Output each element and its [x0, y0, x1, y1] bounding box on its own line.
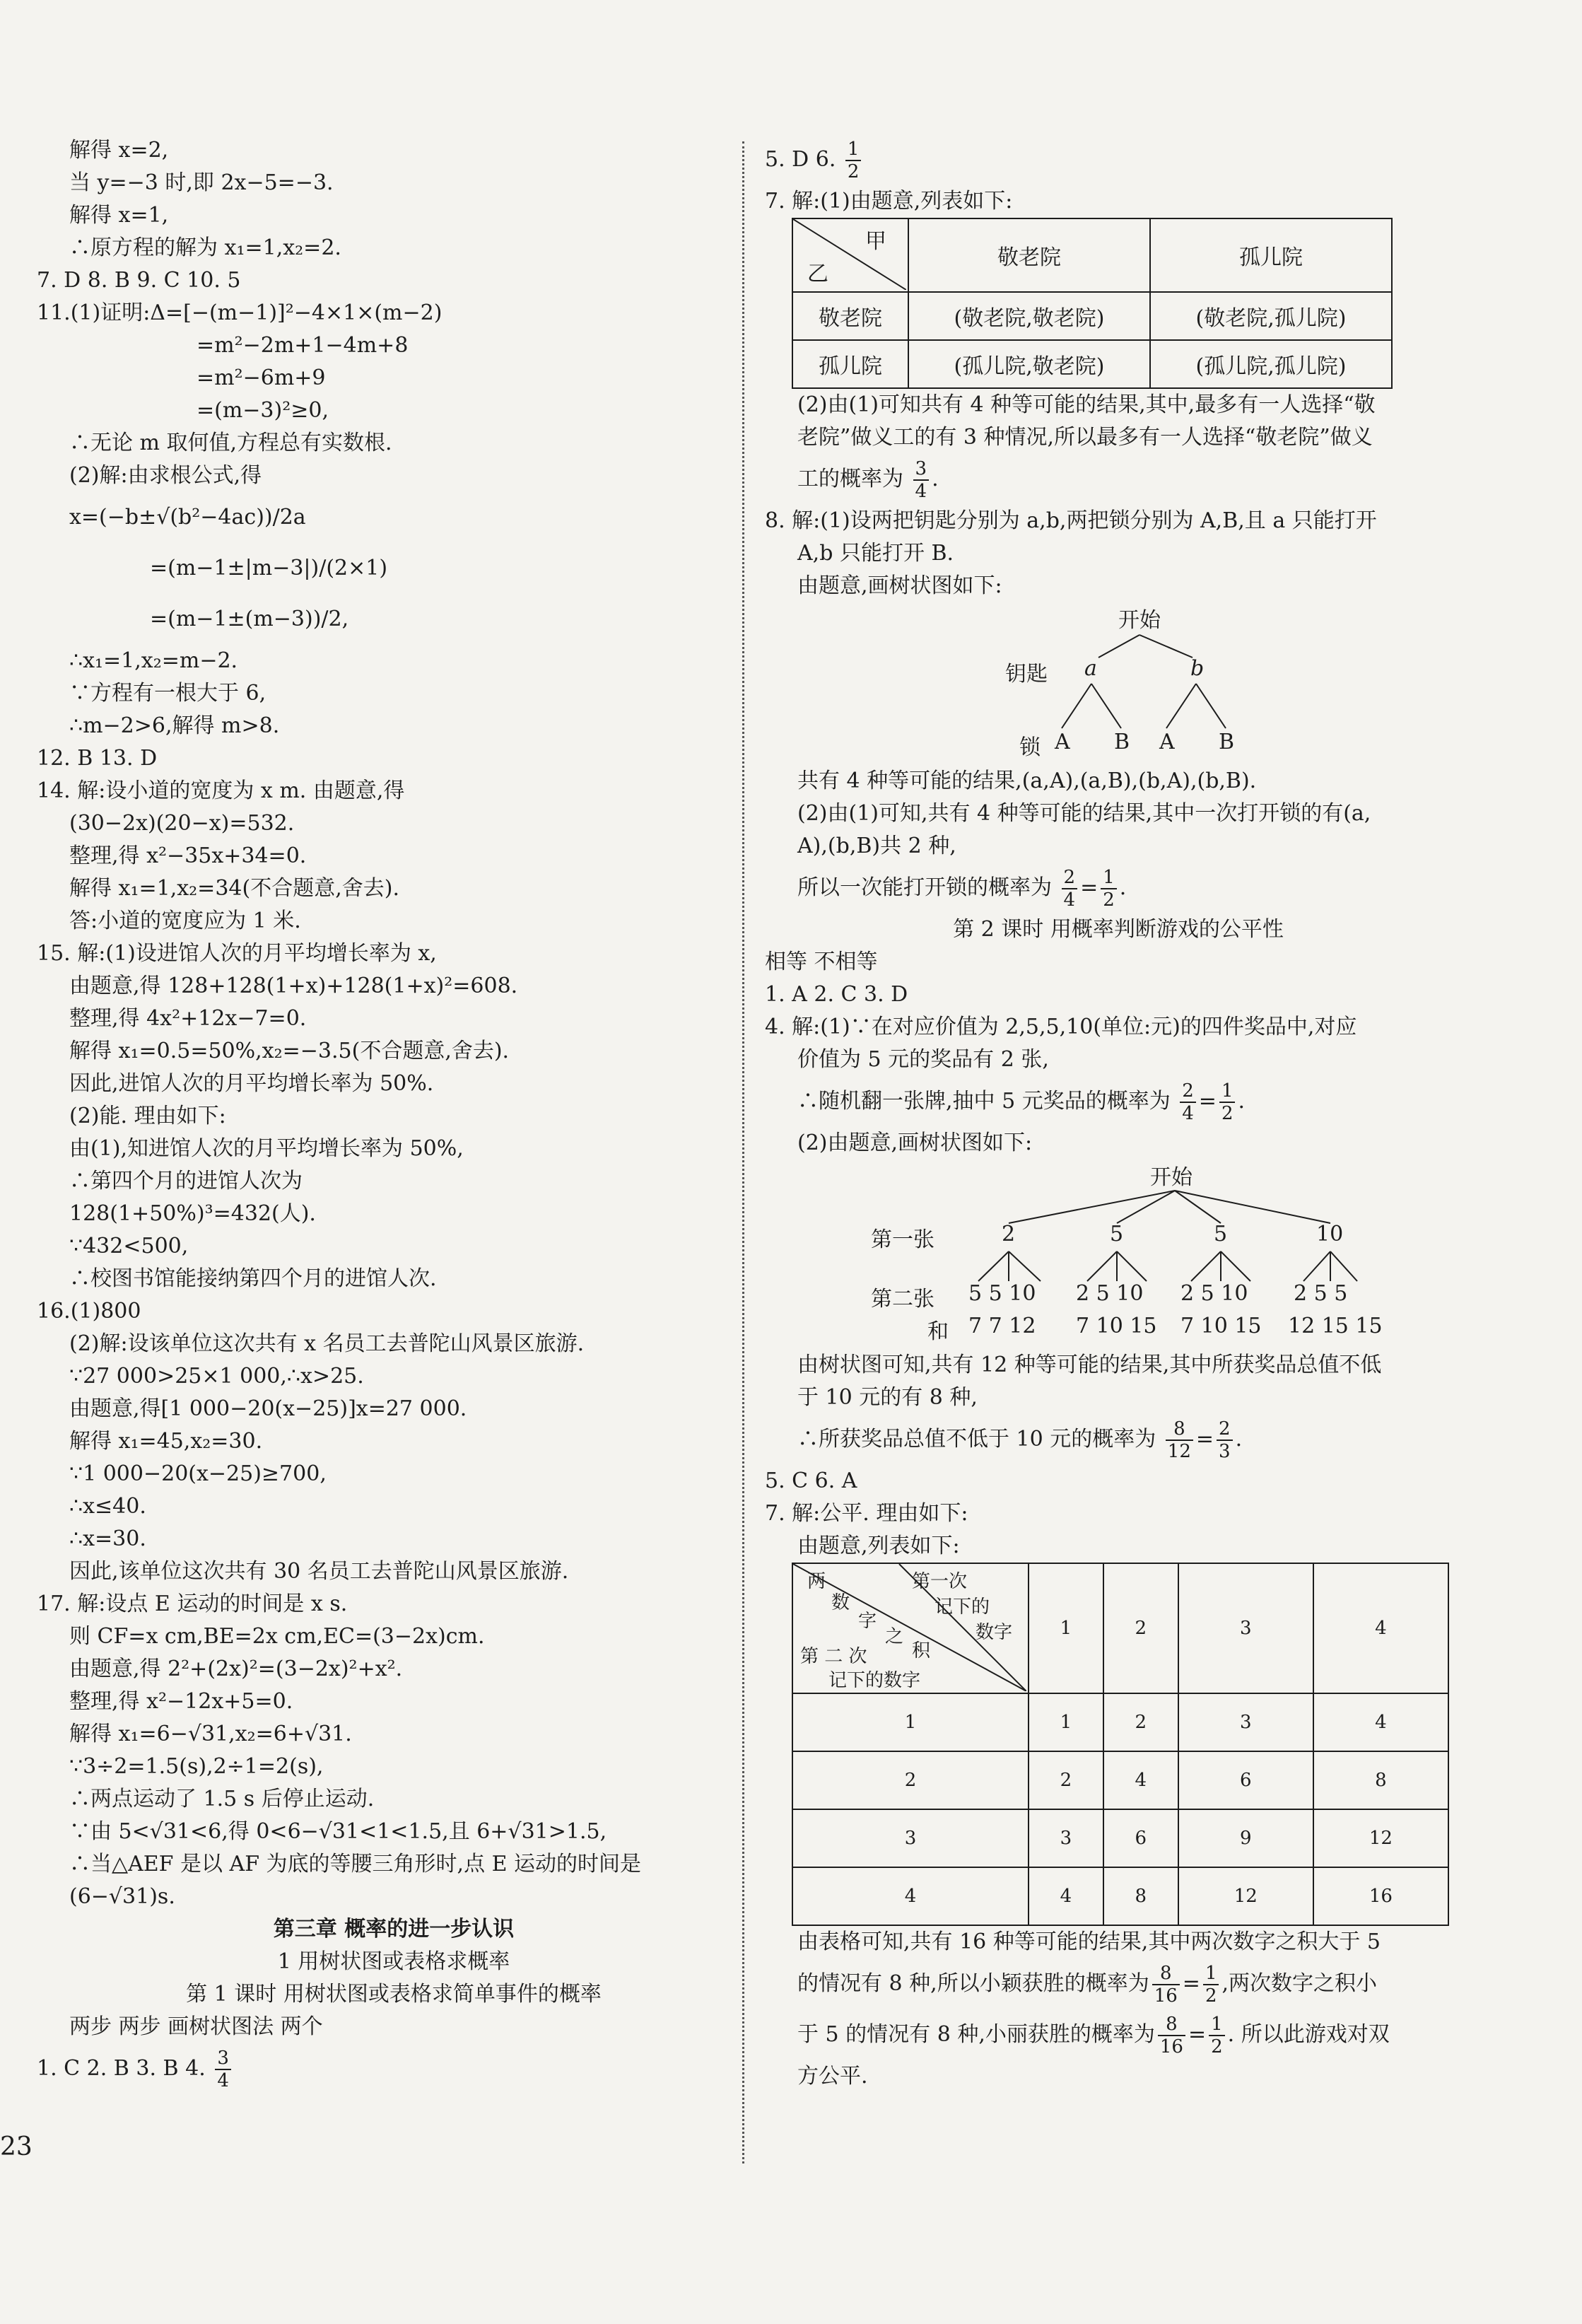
column-header: 敬老院 — [908, 218, 1150, 292]
page-number: 23 — [0, 2132, 33, 2161]
tree-level-label: 锁 — [1019, 735, 1041, 760]
text-line: (2)由(1)可知,共有 4 种等可能的结果,其中一次打开锁的有(a, — [797, 801, 1371, 826]
text-segment: 所以一次能打开锁的概率为 — [797, 875, 1052, 900]
denominator: 4 — [1063, 889, 1076, 911]
column-header: 孤儿院 — [1150, 218, 1392, 292]
text-line: 由题意,得 128+128(1+x)+128(1+x)²=608. — [69, 974, 518, 998]
text-line: 8. 解:(1)设两把钥匙分别为 a,b,两把锁分别为 A,B,且 a 只能打开 — [765, 508, 1377, 533]
text-line: ∴随机翻一张牌,抽中 5 元奖品的概率为 $\frac{2}{4}$ = $\frac{1}{2}$ . — [797, 1080, 1246, 1124]
answers-text: 1. C 2. B 3. B 4. — [37, 2056, 206, 2081]
table-cell: 2 — [1103, 1693, 1178, 1751]
tree-node-group: 5 5 10 — [968, 1281, 1036, 1306]
text-line: 由题意,得[1 000−20(x−25)]x=27 000. — [69, 1396, 467, 1421]
corner-label: 之 — [885, 1626, 904, 1647]
fraction — [1152, 1963, 1180, 2007]
text-line: 7. D 8. B 9. C 10. 5 — [37, 268, 241, 293]
corner-label: 第 二 次 — [800, 1646, 867, 1667]
text-line: 于 5 的情况有 8 种,小丽获胜的概率为 $\frac{8}{16}$ = $\frac{1}{2}$ . 所以此游戏对双 — [797, 2014, 1390, 2057]
numerator: 1 — [1219, 1080, 1236, 1103]
answers-line — [37, 2043, 751, 2094]
text-line: 128(1+50%)³=432(人). — [69, 1201, 316, 1226]
text-line: 解得 x=1, — [69, 203, 169, 228]
text-line: 由表格可知,共有 16 种等可能的结果,其中两次数字之积大于 5 — [797, 1929, 1381, 1954]
table-cell: 9 — [1178, 1809, 1313, 1867]
text-line: 由题意,列表如下: — [797, 1534, 960, 1558]
denominator: 4 — [915, 481, 927, 502]
numerator: 1 — [1209, 2014, 1225, 2036]
text-line: =(m−3)²≥0, — [197, 398, 329, 423]
tree-node-group: 2 5 5 — [1294, 1281, 1348, 1306]
corner-label: 记下的 — [934, 1596, 990, 1618]
text-line: (2)解:设该单位这次共有 x 名员工去普陀山风景区旅游. — [69, 1331, 585, 1356]
denominator: 2 — [1221, 1103, 1234, 1124]
corner-label: 第一次 — [912, 1571, 968, 1592]
text-line: ∴无论 m 取何值,方程总有实数根. — [69, 431, 392, 455]
text-line: 解得 x₁=0.5=50%,x₂=−3.5(不合题意,舍去). — [69, 1039, 510, 1063]
text-line: =m²−6m+9 — [197, 366, 326, 390]
table-cell: 16 — [1313, 1867, 1448, 1925]
numerator: 1 — [1101, 867, 1117, 889]
section-title: 1 用树状图或表格求概率 — [277, 1949, 510, 1974]
text-line: (2)解:由求根公式,得 — [69, 463, 262, 488]
numerator: 3 — [215, 2048, 231, 2070]
table-cell: 3 — [1029, 1809, 1103, 1867]
tree-level-label: 第一张 — [871, 1227, 934, 1252]
text-line: ∴校图书馆能接纳第四个月的进馆人次. — [69, 1266, 437, 1291]
row-header: 1 — [792, 1693, 1029, 1751]
text-segment: ∴随机翻一张牌,抽中 5 元奖品的概率为 — [797, 1089, 1171, 1114]
text-line: ∵由 5<√31<6,得 0<6−√31<1<1.5,且 6+√31>1.5, — [69, 1819, 607, 1844]
table-cell: 8 — [1313, 1751, 1448, 1809]
text-line: 15. 解:(1)设进馆人次的月平均增长率为 x, — [37, 941, 437, 966]
denominator: 4 — [1182, 1103, 1194, 1124]
text-line: 当 y=−3 时,即 2x−5=−3. — [69, 170, 334, 195]
text-line: 方公平. — [797, 2064, 868, 2089]
text-segment: ∴所获奖品总值不低于 10 元的概率为 — [797, 1427, 1156, 1452]
text-line: 4. 解:(1)∵在对应价值为 2,5,5,10(单位:元)的四件奖品中,对应 — [765, 1015, 1357, 1039]
text-line: 所以一次能打开锁的概率为 $\frac{2}{4}$ = $\frac{1}{2}$ . — [797, 867, 1127, 911]
text-line: ∴第四个月的进馆人次为 — [69, 1169, 303, 1193]
table-cell: 8 — [1103, 1867, 1178, 1925]
fraction — [1158, 2014, 1185, 2057]
numerator: 2 — [1180, 1080, 1196, 1103]
fraction — [215, 2048, 231, 2091]
text-line: ∵方程有一根大于 6, — [69, 681, 266, 706]
tree-node: 5 — [1110, 1222, 1124, 1246]
row-header: 敬老院 — [792, 292, 908, 340]
column-header: 4 — [1313, 1563, 1448, 1693]
row-header: 3 — [792, 1809, 1029, 1867]
table-cell: 12 — [1178, 1867, 1313, 1925]
denominator: 16 — [1154, 1985, 1178, 2007]
tree-node: a — [1084, 656, 1097, 681]
denominator: 2 — [847, 161, 860, 182]
table-cell: 6 — [1103, 1809, 1178, 1867]
text-segment: 工的概率为 — [797, 467, 903, 491]
period: . — [1119, 875, 1127, 900]
denominator: 2 — [1211, 2036, 1223, 2057]
denominator: 4 — [217, 2070, 229, 2091]
corner-label: 字 — [858, 1611, 877, 1632]
fraction — [1217, 1418, 1233, 1462]
table-cell: 12 — [1313, 1809, 1448, 1867]
table-cell: (孤儿院,敬老院) — [908, 340, 1150, 388]
text-line: 解得 x₁=1,x₂=34(不合题意,舍去). — [69, 876, 399, 901]
text-line: 整理,得 4x²+12x−7=0. — [69, 1006, 307, 1031]
period: . — [932, 467, 939, 491]
numerator: 3 — [913, 458, 930, 481]
text-line: 由(1),知进馆人次的月平均增长率为 50%, — [69, 1136, 464, 1161]
text-line: (2)由(1)可知共有 4 种等可能的结果,其中,最多有一人选择“敬 — [797, 392, 1376, 417]
tree-sum-group: 7 10 15 — [1180, 1314, 1262, 1338]
fraction — [1209, 2014, 1225, 2057]
text-line: 17. 解:设点 E 运动的时间是 x s. — [37, 1592, 348, 1616]
text-line: (30−2x)(20−x)=532. — [69, 811, 295, 836]
table-cell: 2 — [1029, 1751, 1103, 1809]
text-line: ∴x=30. — [69, 1526, 146, 1551]
answers-line — [765, 134, 1472, 185]
tree-node: 2 — [1002, 1222, 1016, 1246]
table-cell: 6 — [1178, 1751, 1313, 1809]
denominator: 2 — [1205, 1985, 1217, 2007]
row-header: 2 — [792, 1751, 1029, 1809]
denominator: 12 — [1167, 1441, 1191, 1462]
denominator: 16 — [1159, 2036, 1183, 2057]
tree-node-group: 2 5 10 — [1076, 1281, 1144, 1306]
text-line: ∴所获奖品总值不低于 10 元的概率为 $\frac{8}{12}$ = $\frac{2}{3}$ . — [797, 1418, 1243, 1462]
answers-text: 5. D 6. — [765, 147, 836, 172]
tree-sum-group: 7 7 12 — [968, 1314, 1036, 1338]
tree-start: 开始 — [1118, 608, 1161, 633]
table-cell: 3 — [1178, 1693, 1313, 1751]
numerator: 8 — [1166, 1418, 1193, 1441]
text-segment: ,两次数字之积小 — [1221, 1971, 1378, 1996]
text-line: A,b 只能打开 B. — [797, 541, 954, 566]
volunteer-table — [792, 218, 1393, 389]
text-segment: 的情况有 8 种,所以小颖获胜的概率为 — [797, 1971, 1149, 1996]
text-line: 7. 解:(1)由题意,列表如下: — [765, 189, 1013, 214]
numerator: 2 — [1062, 867, 1078, 889]
fraction — [913, 458, 930, 502]
denominator: 3 — [1219, 1441, 1231, 1462]
text-line: 于 10 元的有 8 种, — [797, 1385, 978, 1410]
corner-label: 数 — [831, 1592, 850, 1613]
lesson-title: 第 1 课时 用树状图或表格求简单事件的概率 — [186, 1982, 602, 2007]
right-column — [765, 134, 1472, 2093]
text-line: =m²−2m+1−4m+8 — [197, 333, 409, 358]
column-header: 3 — [1178, 1563, 1313, 1693]
text-line — [765, 454, 1472, 505]
corner-top-label: 甲 — [865, 229, 886, 254]
fraction — [845, 139, 862, 182]
answers-line: 5. C 6. A — [765, 1468, 857, 1493]
numerator: 8 — [1158, 2014, 1185, 2036]
text-line: (2)由题意,画树状图如下: — [797, 1131, 1033, 1155]
tree-node: A — [1055, 730, 1070, 754]
tree-start: 开始 — [1150, 1165, 1193, 1190]
text-line: 的情况有 8 种,所以小颖获胜的概率为 $\frac{8}{16}$ = $\frac{1}{2}$ ,两次数字之积小 — [797, 1963, 1378, 2007]
fill-blank-answers: 两步 两步 画树状图法 两个 — [69, 2014, 323, 2039]
text-line: 11.(1)证明:Δ=[−(m−1)]²−4×1×(m−2) — [37, 300, 443, 325]
prize-tree-diagram — [765, 1160, 1472, 1349]
text-line: ∵1 000−20(x−25)≥700, — [69, 1461, 327, 1486]
tree-node: B — [1114, 730, 1130, 754]
text-line: (6−√31)s. — [69, 1884, 175, 1909]
fill-blank-answers: 相等 不相等 — [765, 950, 878, 974]
table-cell: (孤儿院,孤儿院) — [1150, 340, 1392, 388]
text-line: (2)能. 理由如下: — [69, 1104, 226, 1128]
corner-label: 两 — [807, 1571, 826, 1592]
tree-sum-group: 7 10 15 — [1076, 1314, 1157, 1338]
tree-sum-group: 12 15 15 — [1288, 1314, 1383, 1338]
text-line: ∴当△AEF 是以 AF 为底的等腰三角形时,点 E 运动的时间是 — [69, 1852, 642, 1876]
text-line: A),(b,B)共 2 种, — [797, 834, 956, 858]
text-line: 共有 4 种等可能的结果,(a,A),(a,B),(b,A),(b,B). — [797, 769, 1257, 793]
text-line: 由树状图可知,共有 12 种等可能的结果,其中所获奖品总值不低 — [797, 1353, 1382, 1377]
period: . — [1238, 1089, 1246, 1114]
text-line: 12. B 13. D — [37, 746, 158, 771]
fraction — [1219, 1080, 1236, 1124]
formula-line: =(m−1±|m−3|)/(2×1) — [150, 556, 388, 580]
text-line: 由题意,得 2²+(2x)²=(3−2x)²+x². — [69, 1657, 403, 1681]
corner-label: 记下的数字 — [828, 1670, 921, 1691]
table-cell: (敬老院,敬老院) — [908, 292, 1150, 340]
text-line: 解得 x₁=6−√31,x₂=6+√31. — [69, 1722, 352, 1746]
column-header: 1 — [1029, 1563, 1103, 1693]
text-line: 因此,该单位这次共有 30 名员工去普陀山风景区旅游. — [69, 1559, 569, 1584]
fraction — [1101, 867, 1117, 911]
period: . — [1235, 1427, 1243, 1452]
text-line: ∴x≤40. — [69, 1494, 146, 1519]
chapter-title: 第三章 概率的进一步认识 — [273, 1917, 515, 1941]
tree-level-label: 和 — [927, 1319, 949, 1344]
formula-line: x=(−b±√(b²−4ac))/2a — [69, 505, 306, 530]
text-line: 老院”做义工的有 3 种情况,所以最多有一人选择“敬老院”做义 — [797, 425, 1373, 450]
numerator: 2 — [1217, 1418, 1233, 1441]
text-segment: . 所以此游戏对双 — [1227, 2022, 1390, 2047]
text-line: 则 CF=x cm,BE=2x cm,EC=(3−2x)cm. — [69, 1624, 485, 1649]
corner-label: 积 — [912, 1640, 931, 1662]
key-lock-tree-diagram — [765, 602, 1472, 765]
fraction — [1203, 1963, 1219, 2007]
text-line: ∴原方程的解为 x₁=1,x₂=2. — [69, 235, 341, 260]
table-cell: (敬老院,孤儿院) — [1150, 292, 1392, 340]
text-line: 解得 x=2, — [69, 138, 169, 163]
row-header: 孤儿院 — [792, 340, 908, 388]
numerator: 1 — [1203, 1963, 1219, 1985]
left-column — [37, 134, 751, 2094]
tree-node: A — [1159, 730, 1175, 754]
corner-bottom-label: 乙 — [807, 262, 828, 286]
table-cell: 1 — [1029, 1693, 1103, 1751]
text-line: 因此,进馆人次的月平均增长率为 50%. — [69, 1071, 434, 1096]
column-header: 2 — [1103, 1563, 1178, 1693]
fraction — [1180, 1080, 1196, 1124]
formula-line: =(m−1±(m−3))/2, — [150, 607, 349, 631]
text-segment: 于 5 的情况有 8 种,小丽获胜的概率为 — [797, 2022, 1155, 2047]
text-line: 价值为 5 元的奖品有 2 张, — [797, 1047, 1049, 1072]
text-line: 7. 解:公平. 理由如下: — [765, 1501, 968, 1526]
denominator: 2 — [1103, 889, 1115, 911]
text-line: 由题意,画树状图如下: — [797, 573, 1002, 598]
answers-line: 1. A 2. C 3. D — [765, 982, 908, 1007]
text-line: ∴x₁=1,x₂=m−2. — [69, 648, 238, 673]
tree-node: B — [1219, 730, 1235, 754]
text-line: 答:小道的宽度应为 1 米. — [69, 909, 301, 933]
tree-level-label: 第二张 — [871, 1287, 934, 1312]
table-cell: 4 — [1029, 1867, 1103, 1925]
text-line: 整理,得 x²−35x+34=0. — [69, 843, 307, 868]
numerator: 1 — [845, 139, 862, 161]
table-corner-cell — [792, 218, 908, 292]
product-table — [792, 1563, 1449, 1926]
tree-level-label: 钥匙 — [1005, 662, 1048, 687]
text-line: ∴两点运动了 1.5 s 后停止运动. — [69, 1787, 375, 1811]
text-line: 整理,得 x²−12x+5=0. — [69, 1689, 293, 1714]
fraction — [1166, 1418, 1193, 1462]
table-cell: 4 — [1313, 1693, 1448, 1751]
lesson-title: 第 2 课时 用概率判断游戏的公平性 — [953, 917, 1284, 942]
numerator: 8 — [1152, 1963, 1180, 1985]
text-line: ∵432<500, — [69, 1234, 189, 1259]
text-line: 解得 x₁=45,x₂=30. — [69, 1429, 263, 1454]
tree-node: 10 — [1316, 1222, 1344, 1246]
tree-node-group: 2 5 10 — [1180, 1281, 1248, 1306]
text-line: ∴m−2>6,解得 m>8. — [69, 713, 280, 738]
text-line: ∵27 000>25×1 000,∴x>25. — [69, 1364, 364, 1389]
row-header: 4 — [792, 1867, 1029, 1925]
text-line: ∵3÷2=1.5(s),2÷1=2(s), — [69, 1754, 324, 1779]
table-cell: 4 — [1103, 1751, 1178, 1809]
table-corner-cell — [792, 1563, 1029, 1693]
text-line: 16.(1)800 — [37, 1299, 141, 1324]
tree-node: b — [1190, 656, 1205, 681]
corner-label: 数字 — [975, 1622, 1013, 1643]
text-line: 14. 解:设小道的宽度为 x m. 由题意,得 — [37, 778, 405, 803]
fraction — [1062, 867, 1078, 911]
tree-node: 5 — [1214, 1222, 1228, 1246]
